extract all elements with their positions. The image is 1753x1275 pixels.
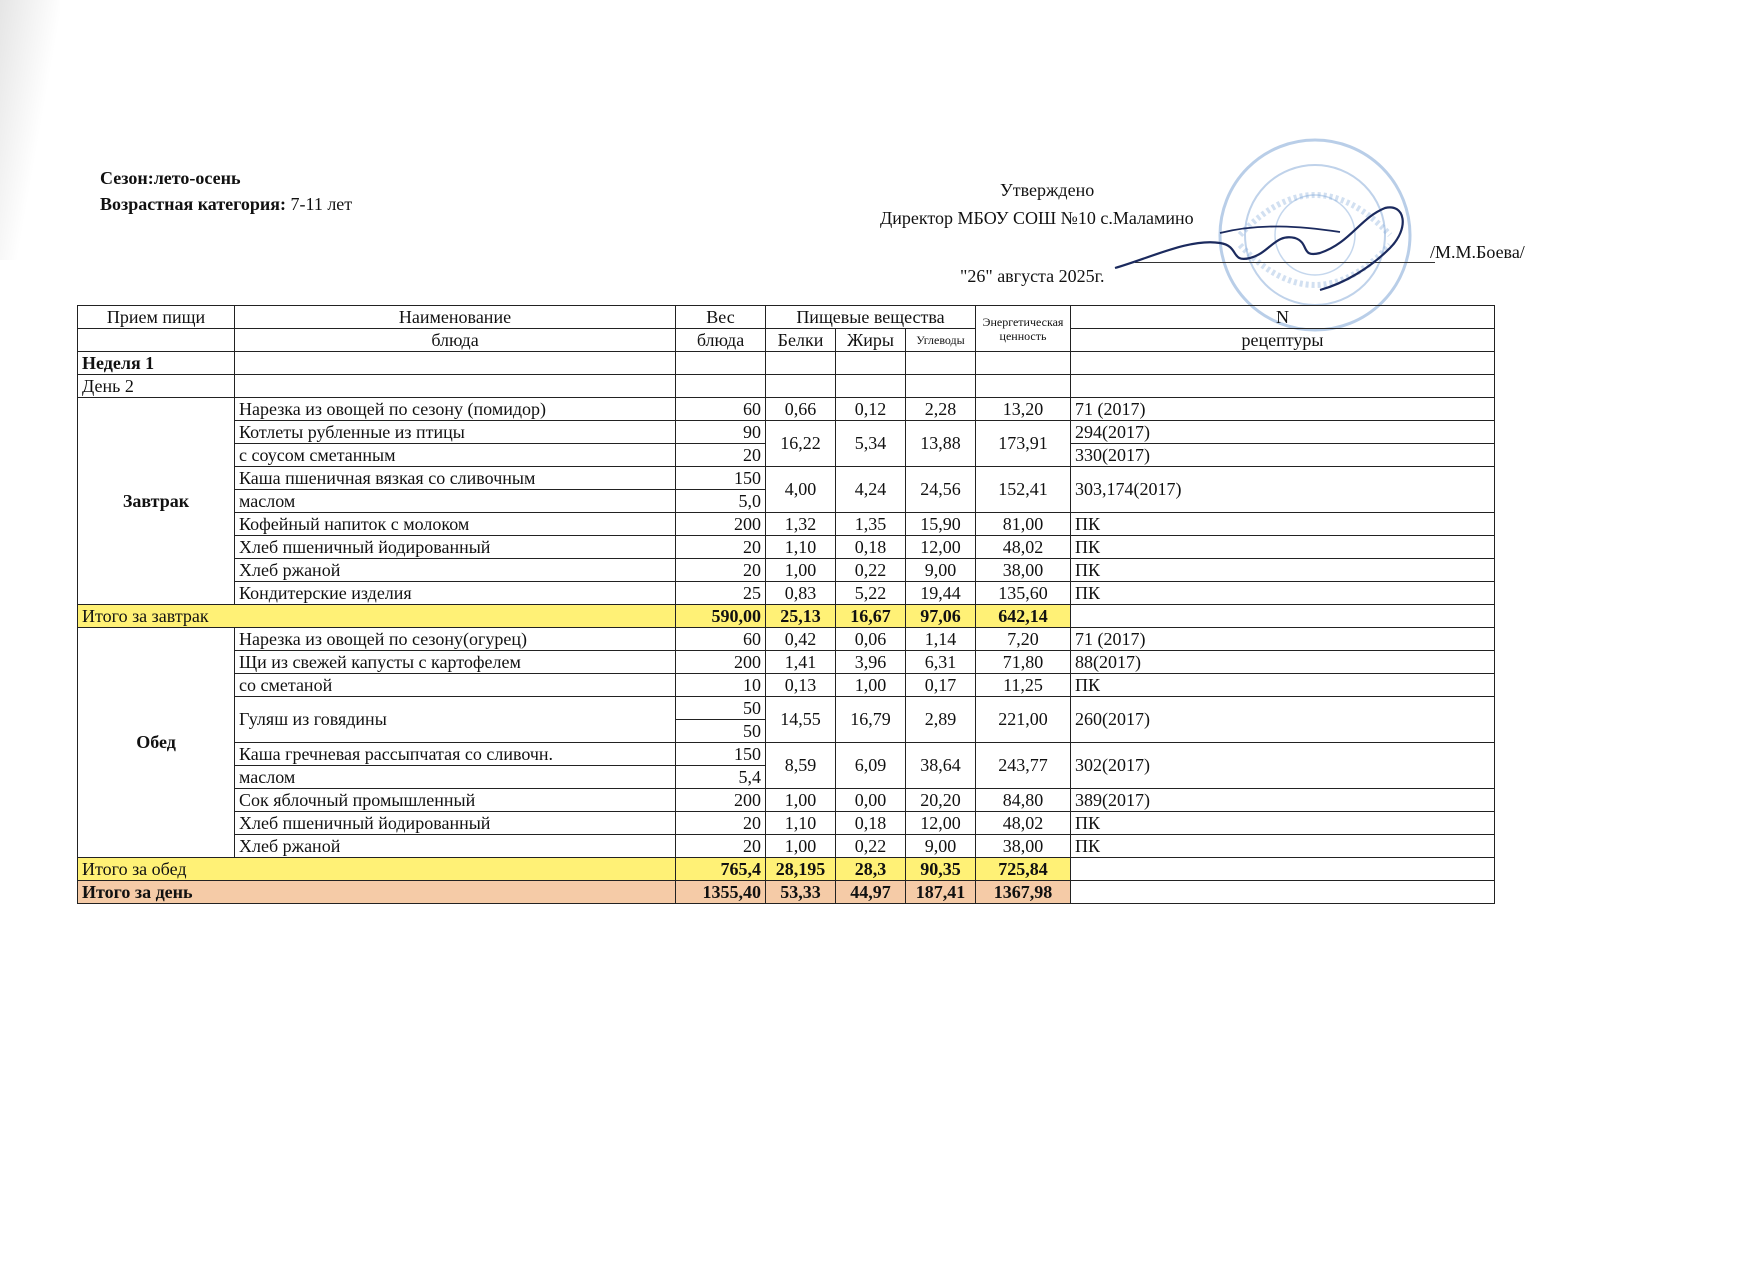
table-cell: 5,34 [836, 421, 906, 467]
header-recipe-top: N [1071, 306, 1495, 329]
table-cell: Щи из свежей капусты с картофелем [235, 651, 676, 674]
approval-title: Утверждено [1000, 180, 1095, 200]
table-cell [235, 352, 676, 375]
table-cell [1071, 352, 1495, 375]
table-cell: 389(2017) [1071, 789, 1495, 812]
table-cell: 173,91 [976, 421, 1071, 467]
table-cell: 71 (2017) [1071, 628, 1495, 651]
table-cell: маслом [235, 490, 676, 513]
table-cell: ПК [1071, 674, 1495, 697]
table-cell: 50 [676, 720, 766, 743]
header-fat: Жиры [836, 329, 906, 352]
table-cell: 0,13 [766, 674, 836, 697]
table-cell: 725,84 [976, 858, 1071, 881]
table-cell: 25,13 [766, 605, 836, 628]
table-row [78, 628, 1495, 651]
table-cell [1071, 375, 1495, 398]
table-cell [976, 375, 1071, 398]
table-cell: 0,83 [766, 582, 836, 605]
table-cell [836, 375, 906, 398]
table-cell: 1,00 [766, 789, 836, 812]
breakfast-total-label: Итого за завтрак [78, 605, 676, 628]
week-row [78, 352, 1495, 375]
table-cell: 84,80 [976, 789, 1071, 812]
table-cell: Хлеб ржаной [235, 559, 676, 582]
table-cell: 187,41 [906, 881, 976, 904]
table-cell [1071, 881, 1495, 904]
header-carbs: Углеводы [906, 329, 976, 352]
day-row [78, 375, 1495, 398]
approval-date: "26" августа 2025г. [960, 266, 1105, 286]
table-cell: 38,64 [906, 743, 976, 789]
table-cell [78, 329, 235, 352]
table-cell: 303,174(2017) [1071, 467, 1495, 513]
table-cell: 0,42 [766, 628, 836, 651]
day-total-row [78, 881, 1495, 904]
table-cell: Нарезка из овощей по сезону(огурец) [235, 628, 676, 651]
table-cell: 44,97 [836, 881, 906, 904]
table-cell: 200 [676, 513, 766, 536]
table-header-row [78, 306, 1495, 329]
table-row [78, 674, 1495, 697]
table-cell: 0,00 [836, 789, 906, 812]
table-cell: ПК [1071, 536, 1495, 559]
age-line [100, 191, 352, 217]
table-cell: Каша гречневая рассыпчатая со сливочн. [235, 743, 676, 766]
table-cell: 97,06 [906, 605, 976, 628]
table-cell: 1,35 [836, 513, 906, 536]
table-row [78, 697, 1495, 720]
table-cell: Каша пшеничная вязкая со сливочным [235, 467, 676, 490]
table-cell [976, 352, 1071, 375]
table-cell: 16,67 [836, 605, 906, 628]
table-cell: 38,00 [976, 559, 1071, 582]
table-cell: 38,00 [976, 835, 1071, 858]
table-cell: 1,41 [766, 651, 836, 674]
header-name-bottom: блюда [235, 329, 676, 352]
header-protein: Белки [766, 329, 836, 352]
table-cell: 330(2017) [1071, 444, 1495, 467]
table-cell: 1,00 [766, 835, 836, 858]
table-cell: 3,96 [836, 651, 906, 674]
table-cell: 88(2017) [1071, 651, 1495, 674]
table-row [78, 421, 1495, 444]
table-cell: 150 [676, 467, 766, 490]
age-label: Возрастная категория: [100, 194, 286, 214]
table-cell: 8,59 [766, 743, 836, 789]
week-label: Неделя 1 [78, 352, 235, 375]
table-cell: 0,17 [906, 674, 976, 697]
table-cell: 1355,40 [676, 881, 766, 904]
table-cell: 15,90 [906, 513, 976, 536]
table-cell: 25 [676, 582, 766, 605]
age-value: 7-11 лет [290, 194, 353, 214]
table-cell: 642,14 [976, 605, 1071, 628]
table-row [78, 398, 1495, 421]
table-cell [235, 375, 676, 398]
table-cell: 4,00 [766, 467, 836, 513]
table-cell: Гуляш из говядины [235, 697, 676, 743]
table-cell: ПК [1071, 559, 1495, 582]
table-cell: 7,20 [976, 628, 1071, 651]
table-cell: 5,4 [676, 766, 766, 789]
table-subheader-row [78, 329, 1495, 352]
table-cell: 9,00 [906, 559, 976, 582]
table-cell: 1,00 [836, 674, 906, 697]
table-cell: 152,41 [976, 467, 1071, 513]
table-cell: Кондитерские изделия [235, 582, 676, 605]
menu-table [77, 305, 1495, 904]
table-cell: 20 [676, 444, 766, 467]
header-weight-top: Вес [676, 306, 766, 329]
table-cell: 221,00 [976, 697, 1071, 743]
table-cell: 0,06 [836, 628, 906, 651]
table-cell: 150 [676, 743, 766, 766]
table-cell: с соусом сметанным [235, 444, 676, 467]
table-cell: 302(2017) [1071, 743, 1495, 789]
table-cell: 294(2017) [1071, 421, 1495, 444]
table-cell: 1,10 [766, 812, 836, 835]
lunch-total-row [78, 858, 1495, 881]
table-cell: 6,09 [836, 743, 906, 789]
header-recipe-bottom: рецептуры [1071, 329, 1495, 352]
table-cell [1071, 858, 1495, 881]
table-cell: 1,32 [766, 513, 836, 536]
day-total-label: Итого за день [78, 881, 676, 904]
table-cell: 16,22 [766, 421, 836, 467]
table-row [78, 467, 1495, 490]
table-cell: Сок яблочный промышленный [235, 789, 676, 812]
table-cell: 4,24 [836, 467, 906, 513]
table-cell: 48,02 [976, 812, 1071, 835]
season-line [100, 165, 352, 191]
table-cell: 0,66 [766, 398, 836, 421]
table-cell: 50 [676, 697, 766, 720]
table-cell: 1367,98 [976, 881, 1071, 904]
breakfast-total-row [78, 605, 1495, 628]
table-cell: 48,02 [976, 536, 1071, 559]
table-cell: 20 [676, 812, 766, 835]
table-cell: 5,22 [836, 582, 906, 605]
table-cell: 0,12 [836, 398, 906, 421]
table-cell: 10 [676, 674, 766, 697]
table-cell: 16,79 [836, 697, 906, 743]
table-cell [1071, 605, 1495, 628]
table-cell: 14,55 [766, 697, 836, 743]
table-row [78, 651, 1495, 674]
table-cell: 20 [676, 536, 766, 559]
menu-meta [100, 165, 352, 217]
lunch-label: Обед [78, 628, 235, 858]
table-cell: 20,20 [906, 789, 976, 812]
table-cell [676, 352, 766, 375]
table-cell: 2,28 [906, 398, 976, 421]
table-cell: 81,00 [976, 513, 1071, 536]
table-cell [676, 375, 766, 398]
table-cell: ПК [1071, 835, 1495, 858]
season-label: Сезон: [100, 168, 154, 188]
day-label: День 2 [78, 375, 235, 398]
approval-name: /М.М.Боева/ [1430, 242, 1525, 262]
table-cell: ПК [1071, 812, 1495, 835]
table-cell: 0,18 [836, 812, 906, 835]
table-cell: 71,80 [976, 651, 1071, 674]
table-cell: 12,00 [906, 536, 976, 559]
table-cell: 90 [676, 421, 766, 444]
table-cell: 135,60 [976, 582, 1071, 605]
table-cell: Хлеб пшеничный йодированный [235, 812, 676, 835]
header-energy: Энергетическая ценность [976, 306, 1071, 352]
table-cell: 71 (2017) [1071, 398, 1495, 421]
table-row [78, 835, 1495, 858]
table-cell: 200 [676, 789, 766, 812]
table-cell: 260(2017) [1071, 697, 1495, 743]
table-cell [766, 375, 836, 398]
table-cell: 0,18 [836, 536, 906, 559]
table-cell: 90,35 [906, 858, 976, 881]
table-cell: Хлеб ржаной [235, 835, 676, 858]
table-cell [906, 375, 976, 398]
table-cell: Кофейный напиток с молоком [235, 513, 676, 536]
table-cell: 6,31 [906, 651, 976, 674]
table-row [78, 582, 1495, 605]
table-cell: 13,88 [906, 421, 976, 467]
table-cell: 1,00 [766, 559, 836, 582]
table-cell: 13,20 [976, 398, 1071, 421]
header-weight-bottom: блюда [676, 329, 766, 352]
table-cell [906, 352, 976, 375]
table-cell: 243,77 [976, 743, 1071, 789]
table-cell: 60 [676, 398, 766, 421]
table-cell: 0,22 [836, 835, 906, 858]
approval-director: Директор МБОУ СОШ №10 с.Маламино [880, 208, 1194, 228]
table-cell: ПК [1071, 513, 1495, 536]
table-cell: 0,22 [836, 559, 906, 582]
breakfast-label: Завтрак [78, 398, 235, 605]
table-cell: 9,00 [906, 835, 976, 858]
table-cell: 765,4 [676, 858, 766, 881]
table-cell: маслом [235, 766, 676, 789]
table-cell: 11,25 [976, 674, 1071, 697]
table-cell: ПК [1071, 582, 1495, 605]
table-cell: 28,195 [766, 858, 836, 881]
table-row [78, 513, 1495, 536]
table-cell: Нарезка из овощей по сезону (помидор) [235, 398, 676, 421]
lunch-total-label: Итого за обед [78, 858, 676, 881]
table-cell: 590,00 [676, 605, 766, 628]
table-cell: 19,44 [906, 582, 976, 605]
header-name-top: Наименование [235, 306, 676, 329]
handwritten-signature [1110, 198, 1440, 298]
table-cell [766, 352, 836, 375]
table-row [78, 789, 1495, 812]
header-meal: Прием пищи [78, 306, 235, 329]
table-cell: 20 [676, 559, 766, 582]
table-row [78, 743, 1495, 766]
header-nutrients: Пищевые вещества [766, 306, 976, 329]
table-cell: Котлеты рубленные из птицы [235, 421, 676, 444]
table-cell: Хлеб пшеничный йодированный [235, 536, 676, 559]
table-cell: 53,33 [766, 881, 836, 904]
table-cell: 2,89 [906, 697, 976, 743]
table-cell: 20 [676, 835, 766, 858]
table-cell: 28,3 [836, 858, 906, 881]
table-cell: 60 [676, 628, 766, 651]
table-row [78, 812, 1495, 835]
table-cell: со сметаной [235, 674, 676, 697]
table-cell: 1,14 [906, 628, 976, 651]
table-row [78, 559, 1495, 582]
table-cell: 200 [676, 651, 766, 674]
table-cell: 5,0 [676, 490, 766, 513]
table-cell [836, 352, 906, 375]
season-value: лето-осень [153, 168, 241, 188]
table-cell: 12,00 [906, 812, 976, 835]
table-cell: 24,56 [906, 467, 976, 513]
table-cell: 1,10 [766, 536, 836, 559]
table-row [78, 536, 1495, 559]
scan-edge-shadow [0, 0, 60, 260]
